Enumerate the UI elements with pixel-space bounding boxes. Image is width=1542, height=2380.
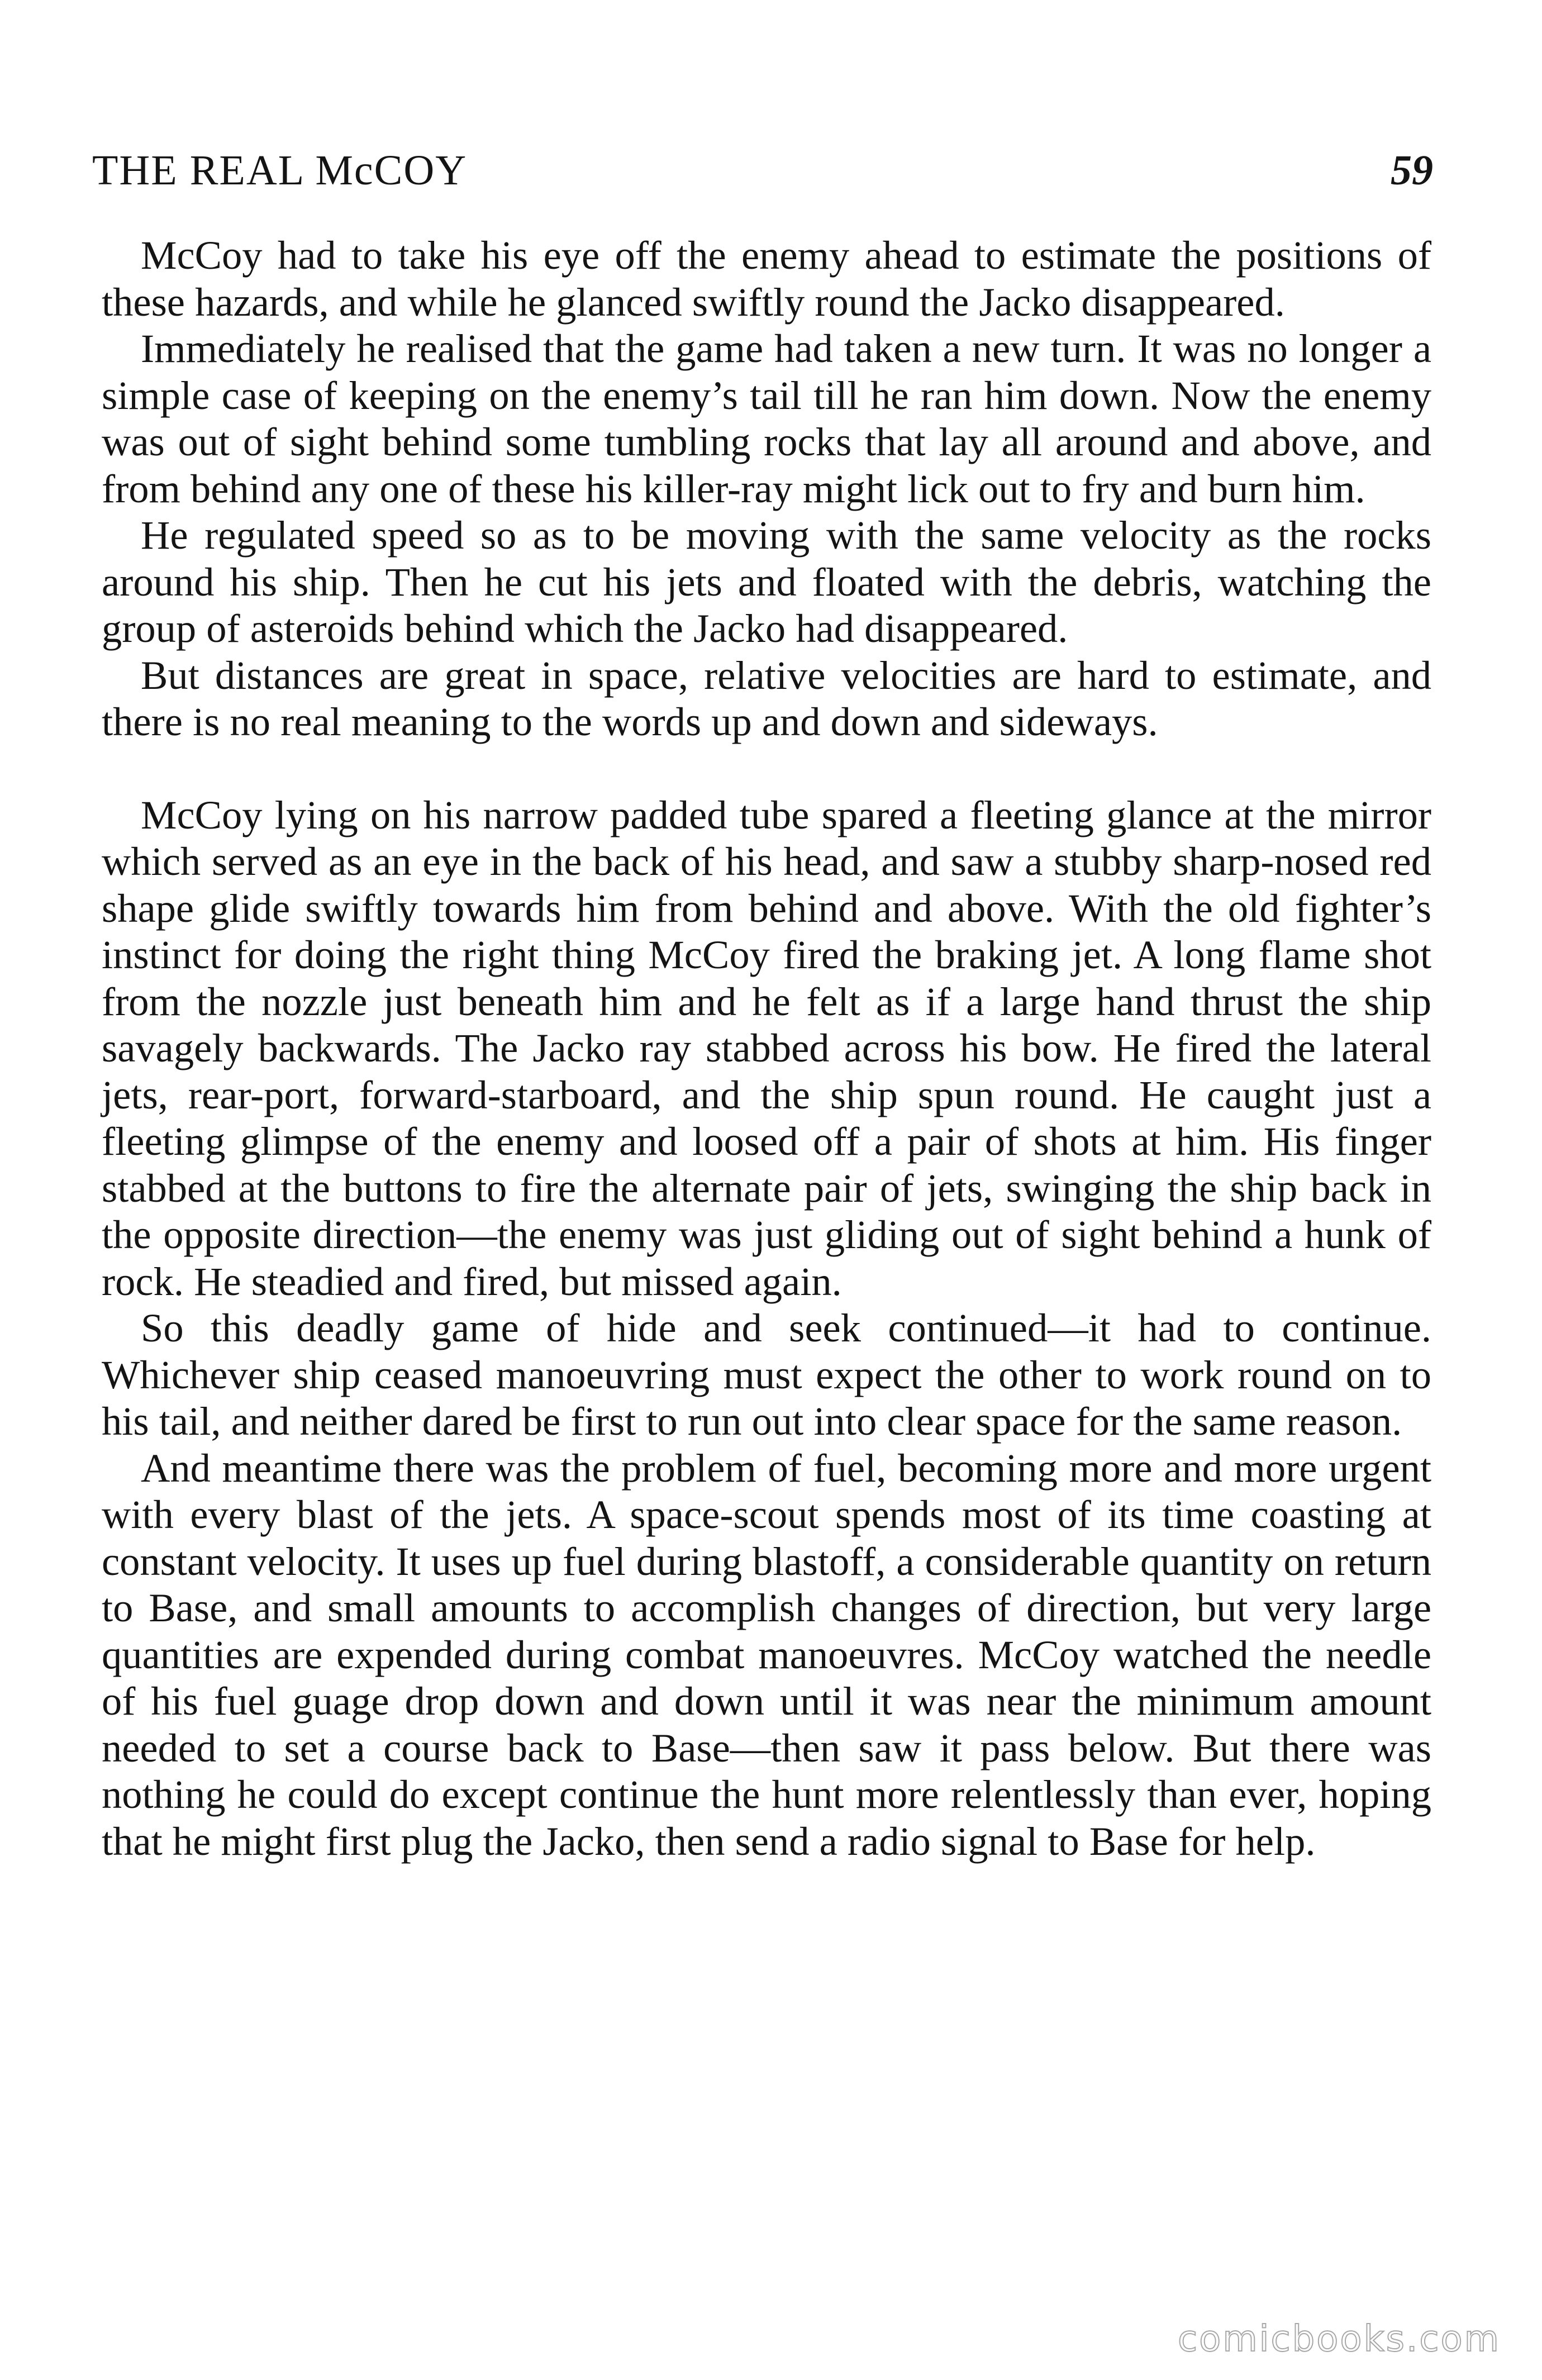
- watermark: comicbooks.com: [1177, 2319, 1501, 2360]
- paragraph: He regulated speed so as to be moving with the same velocity as the rocks around his ship. Then he cut his jets and floated with the debris, watching the group of asteroids behind which the Jacko had disappeared.: [102, 512, 1431, 651]
- paragraph: Immediately he realised that the game had taken a new turn. It was no longer a simple case of keeping on the enemy’s tail till he ran him down. Now the enemy was out of sight behind some tumbling rocks that lay all around and above, and from behind any one of these his killer-ray might lick out to fry and burn him.: [102, 326, 1431, 511]
- running-title: THE REAL McCOY: [92, 147, 468, 194]
- page-number: 59: [1391, 147, 1433, 194]
- paragraph: McCoy lying on his narrow padded tube spared a fleeting glance at the mirror which served as an eye in the back of his head, and saw a stubby sharp-nosed red shape glide swiftly towards him from behind and above. With the old fighter’s instinct for doing the right thing McCoy fired the braking jet. A long flame shot from the nozzle just beneath him and he felt as if a large hand thrust the ship savagely backwards. The Jacko ray stabbed across his bow. He fired the lateral jets, rear-port, forward-starboard, and the ship spun round. He caught just a fleeting glimpse of the enemy and loosed off a pair of shots at him. His finger stabbed at the buttons to fire the alternate pair of jets, swinging the ship back in the opposite direction—the enemy was just gliding out of sight behind a hunk of rock. He steadied and fired, but missed again.: [102, 792, 1431, 1304]
- paragraph: McCoy had to take his eye off the enemy ahead to estimate the positions of these hazards, and while he glanced swiftly round the Jacko disappeared.: [102, 232, 1431, 325]
- paragraph: So this deadly game of hide and seek continued—it had to continue. Whichever ship ceased manoeuvring must expect the other to work round on to his tail, and neither dared be first to run out into clear space for the same reason.: [102, 1305, 1431, 1444]
- body-text: [102, 232, 1431, 1864]
- paragraph: But distances are great in space, relative velocities are hard to estimate, and there is no real meaning to the words up and down and sideways.: [102, 652, 1431, 744]
- paragraph: And meantime there was the problem of fuel, becoming more and more urgent with every blast of the jets. A space-scout spends most of its time coasting at constant velocity. It uses up fuel during blastoff, a considerable quantity on return to Base, and small amounts to accomplish changes of direction, but very large quantities are expended during combat manoeuvres. McCoy watched the needle of his fuel guage drop down and down until it was near the minimum amount needed to set a course back to Base—then saw it pass below. But there was nothing he could do except continue the hunt more relentlessly than ever, hoping that he might first plug the Jacko, then send a radio signal to Base for help.: [102, 1445, 1431, 1864]
- section-break: [102, 745, 1431, 792]
- running-head: [92, 142, 1433, 198]
